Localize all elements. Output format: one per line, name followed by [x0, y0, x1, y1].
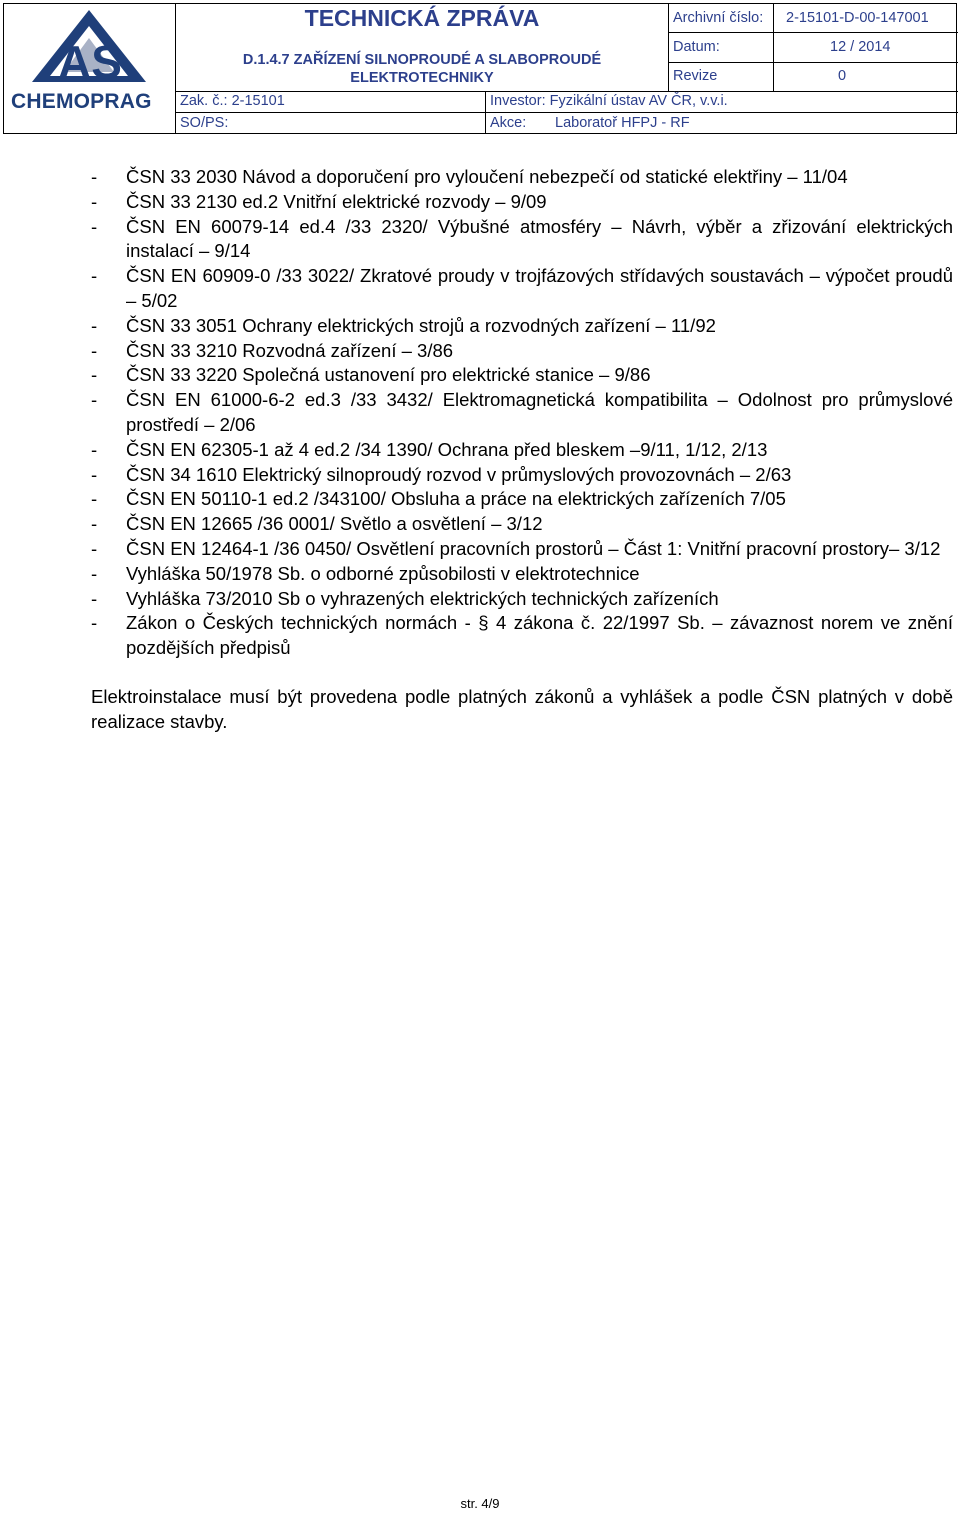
closing-paragraph: Elektroinstalace musí být provedena podle platných zákonů a vyhlášek a podle ČSN platných v době realizace stavby. — [91, 685, 953, 732]
list-item — [91, 537, 953, 562]
bullet-dash: - — [91, 587, 98, 609]
bullet-dash: - — [91, 513, 98, 535]
list-item-text: ČSN 33 2030 Návod a doporučení pro vyloučení nebezpečí od statické elektřiny – 11/04 — [126, 166, 848, 187]
bullet-dash: - — [91, 438, 98, 460]
logo-triangle-icon — [4, 4, 175, 90]
list-item — [91, 512, 953, 537]
subtitle-line-1: D.1.4.7 ZAŘÍZENÍ SILNOPROUDÉ A SLABOPROUDÉ — [242, 52, 602, 68]
logo-lettering: AS — [58, 36, 122, 88]
list-item-text: Vyhláška 50/1978 Sb. o odborné způsobilosti v elektrotechnice — [126, 562, 640, 584]
document-body — [91, 165, 953, 735]
list-item — [91, 562, 953, 587]
order-number: Zak. č.: 2-15101 — [180, 93, 285, 109]
report-title: TECHNICKÁ ZPRÁVA — [304, 5, 540, 31]
list-item-text: ČSN 33 2130 ed.2 Vnitřní elektrické rozvody – 9/09 — [126, 190, 547, 212]
bullet-dash: - — [91, 166, 98, 187]
bullet-dash: - — [91, 190, 98, 212]
date-value: 12 / 2014 — [830, 39, 891, 55]
bullet-dash: - — [91, 265, 98, 287]
list-item — [91, 611, 953, 661]
bullet-dash: - — [91, 215, 98, 237]
list-item-text: ČSN EN 12464-1 /36 0450/ Osvětlení pracovních prostorů – Část 1: Vnitřní pracovní prostory– 3/12 — [126, 537, 941, 559]
document-header — [3, 3, 957, 134]
list-item-text: ČSN EN 60909-0 /33 3022/ Zkratové proudy v trojfázových střídavých soustavách – výpočet proudů – 5/02 — [126, 265, 953, 311]
list-item-text: ČSN 33 3210 Rozvodná zařízení – 3/86 — [126, 339, 454, 361]
list-item — [91, 438, 953, 463]
bullet-dash: - — [91, 339, 98, 361]
company-logo — [4, 4, 175, 133]
list-item — [91, 487, 953, 512]
bullet-dash: - — [91, 463, 98, 485]
archive-value: 2-15101-D-00-147001 — [786, 10, 929, 26]
list-item — [91, 339, 953, 364]
list-item-text: ČSN EN 61000-6-2 ed.3 /33 3432/ Elektromagnetická kompatibilita – Odolnost pro průmyslové prostředí – 2/06 — [126, 389, 953, 435]
list-item — [91, 363, 953, 388]
list-item — [91, 314, 953, 339]
list-item-text: ČSN EN 50110-1 ed.2 /343100/ Obsluha a práce na elektrických zařízeních 7/05 — [126, 488, 786, 510]
bullet-dash: - — [91, 314, 98, 336]
standards-list — [91, 165, 953, 661]
list-item-text: ČSN 34 1610 Elektrický silnoproudý rozvod v průmyslových provozovnách – 2/63 — [126, 463, 792, 485]
bullet-dash: - — [91, 488, 98, 510]
list-item — [91, 165, 953, 190]
list-item — [91, 463, 953, 488]
revision-label: Revize — [673, 68, 718, 84]
list-item — [91, 388, 953, 438]
list-item-text: Vyhláška 73/2010 Sb o vyhrazených elektrických technických zařízeních — [126, 587, 719, 609]
bullet-dash: - — [91, 537, 98, 559]
list-item-text: ČSN 33 3051 Ochrany elektrických strojů a rozvodných zařízení – 11/92 — [126, 314, 716, 336]
list-item — [91, 215, 953, 265]
action-value: Laboratoř HFPJ - RF — [555, 115, 690, 131]
bullet-dash: - — [91, 364, 98, 386]
action-label: Akce: — [490, 115, 527, 131]
page-number: str. 4/9 — [460, 1496, 500, 1511]
investor: Investor: Fyzikální ústav AV ČR, v.v.i. — [490, 93, 728, 109]
company-name: CHEMOPRAG — [11, 90, 152, 113]
list-item-text: ČSN EN 62305-1 až 4 ed.2 /34 1390/ Ochrana před bleskem –9/11, 1/12, 2/13 — [126, 438, 768, 460]
list-item-text: ČSN 33 3220 Společná ustanovení pro elektrické stanice – 9/86 — [126, 364, 651, 386]
list-item — [91, 264, 953, 314]
list-item — [91, 190, 953, 215]
revision-value: 0 — [838, 68, 847, 84]
list-item-text: ČSN EN 60079-14 ed.4 /33 2320/ Výbušné atmosféry – Návrh, výběr a zřizování elektrických instalací – 9/14 — [126, 215, 953, 262]
date-label: Datum: — [673, 39, 720, 55]
list-item-text: ČSN EN 12665 /36 0001/ Světlo a osvětlení – 3/12 — [126, 513, 543, 535]
archive-label: Archivní číslo: — [673, 10, 764, 26]
list-item — [91, 587, 953, 612]
report-subtitle — [184, 51, 660, 87]
bullet-dash: - — [91, 612, 98, 634]
bullet-dash: - — [91, 389, 98, 411]
list-item-text: Zákon o Českých technických normách - § 4 zákona č. 22/1997 Sb. – závaznost norem ve znění pozdějších předpisů — [126, 612, 953, 659]
bullet-dash: - — [91, 562, 98, 584]
sops-label: SO/PS: — [180, 115, 229, 131]
subtitle-line-2: ELEKTROTECHNIKY — [350, 70, 494, 86]
